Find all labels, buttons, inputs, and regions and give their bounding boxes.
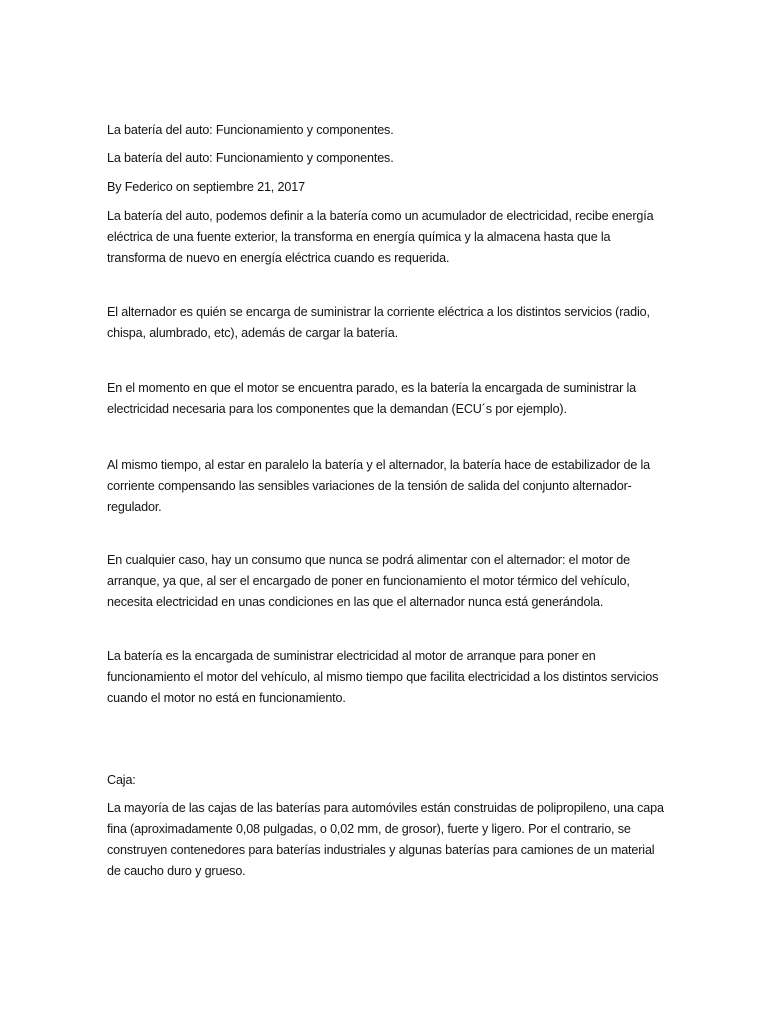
- byline: By Federico on septiembre 21, 2017: [107, 180, 305, 194]
- document-title-repeat: La batería del auto: Funcionamiento y componentes.: [107, 151, 394, 165]
- paragraph-stabilizer: Al mismo tiempo, al estar en paralelo la batería y el alternador, la batería hace de estabilizador de la corriente compensando las sensibles variaciones de la tensión de salida del conjunto alternador-regulador.: [107, 458, 651, 514]
- paragraph-definition: La batería del auto, podemos definir a la batería como un acumulador de electricidad, recibe energía eléctrica de una fuente exterior, la transforma en energía química y la almacena hasta que la transforma de nuevo en energía eléctrica cuando es requerida.: [107, 209, 654, 265]
- paragraph-caja: La mayoría de las cajas de las baterías para automóviles están construidas de polipropileno, una capa fina (aproximadamente 0,08 pulgadas, o 0,02 mm, de grosor), fuerte y ligero. Por el contrario, se construyen contenedores para baterías industriales y algunas baterías para camiones de un material de caucho duro y grueso.: [107, 801, 664, 878]
- paragraph-engine-stopped: En el momento en que el motor se encuentra parado, es la batería la encargada de suministrar la electricidad necesaria para los componentes que la demandan (ECU´s por ejemplo).: [107, 381, 636, 416]
- paragraph-battery-role: La batería es la encargada de suministrar electricidad al motor de arranque para poner en funcionamiento el motor del vehículo, al mismo tiempo que facilita electricidad a los distintos servicios cuando el motor no está en funcionamiento.: [107, 649, 659, 705]
- paragraph-alternator: El alternador es quién se encarga de suministrar la corriente eléctrica a los distintos servicios (radio, chispa, alumbrado, etc), además de cargar la batería.: [107, 305, 650, 340]
- section-heading-caja: Caja:: [107, 773, 136, 787]
- paragraph-starter-motor: En cualquier caso, hay un consumo que nunca se podrá alimentar con el alternador: el motor de arranque, ya que, al ser el encargado de poner en funcionamiento el motor térmico del vehículo, necesita electricidad en unas condiciones en las que el alternador nunca está generándola.: [107, 553, 631, 609]
- document-title: La batería del auto: Funcionamiento y componentes.: [107, 123, 394, 137]
